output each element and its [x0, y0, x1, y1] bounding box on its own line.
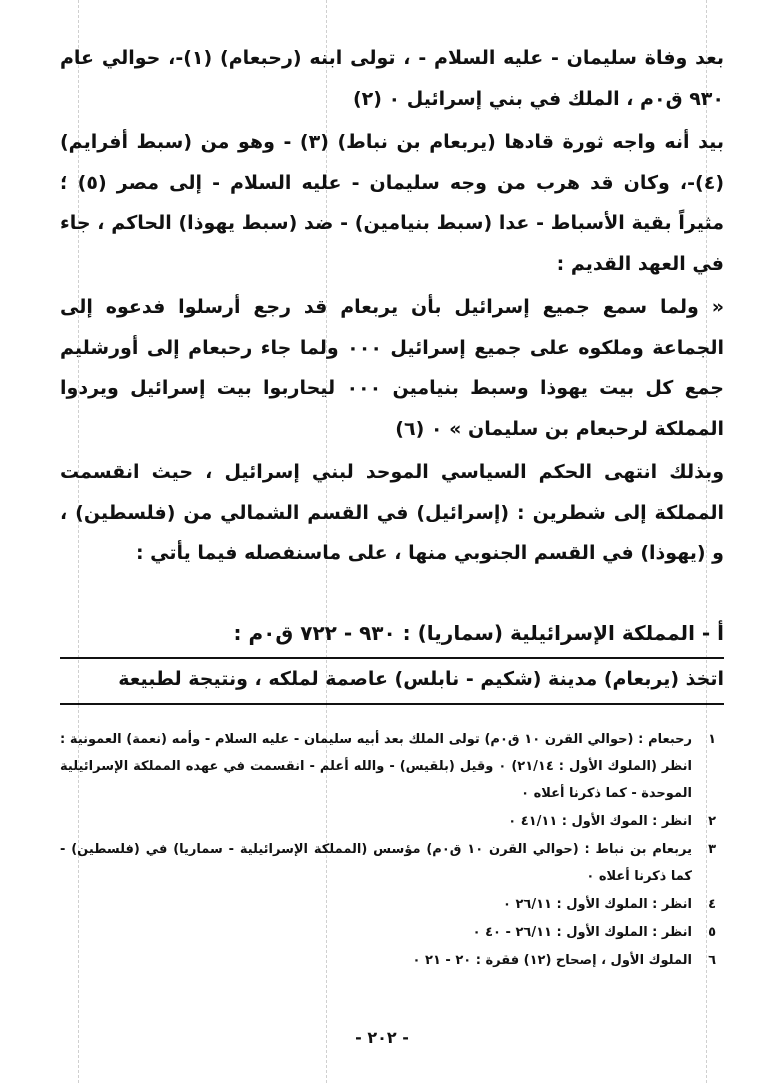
- footnote-number: ٤: [708, 897, 716, 912]
- paragraph-quotation: « ولما سمع جميع إسرائيل بأن يربعام قد رجع أرسلوا فدعوه إلى الجماعة وملكوه على جميع إسرائيل ٠٠٠ ولما جاء رحبعام إلى أورشليم جمع كل بيت يهوذا وسبط بنيامين ٠٠٠ ليحاربوا بيت إسرائيل ويردوا المملكة لرحبعام بن سليمان » ٠ (٦): [60, 296, 724, 440]
- footnote-item: [60, 919, 716, 946]
- footnote-item: [60, 808, 716, 835]
- paragraph: بيد أنه واجه ثورة قادها (يربعام بن نباط) (٣) - وهو من (سبط أفرايم) (٤)-، وكان قد هرب من وجه سليمان - عليه السلام - إلى مصر (٥) ؛ مثيراً بقية الأسباط - عدا (سبط بنيامين) - ضد (سبط يهوذا) الحاكم ، جاء في العهد القديم :: [60, 131, 724, 275]
- footnote-number: ٣: [708, 842, 716, 857]
- footnote-number: ٢: [708, 814, 716, 829]
- footnote-text: يربعام بن نباط : (حوالي القرن ١٠ ق٠م) مؤسس (المملكة الإسرائيلية - سماريا) في (فلسطين) - كما ذكرنا أعلاه ٠: [60, 842, 692, 884]
- footnote-number: ٦: [708, 953, 716, 968]
- footnote-item: [60, 891, 716, 918]
- footnote-text: انظر : الموك الأول : ٤١/١١ ٠: [508, 814, 692, 829]
- footnote-item: [60, 726, 716, 807]
- paragraph: بعد وفاة سليمان - عليه السلام - ، تولى ابنه (رحبعام) (١)-، حوالي عام ٩٣٠ ق٠م ، الملك في بني إسرائيل ٠ (٢): [60, 47, 725, 110]
- footnote-text: رحبعام : (حوالي القرن ١٠ ق٠م) تولى الملك بعد أبيه سليمان - عليه السلام - وأمه (نعمة) العمونية : انظر (الملوك الأول : ٢١/١٤) ٠ وقيل (بلقيس) - والله أعلم - انقسمت في عهده المملكة الإسرائيلية الموحدة - كما ذكرنا أعلاه ٠: [60, 732, 693, 801]
- footnote-text: انظر : الملوك الأول : ٢٦/١١ - ٤٠ ٠: [472, 925, 692, 940]
- footnotes: [60, 726, 716, 975]
- footnote-item: [60, 947, 716, 974]
- body-text: [60, 38, 724, 574]
- paragraph: وبذلك انتهى الحكم السياسي الموحد لبني إسرائيل ، حيث انقسمت المملكة إلى شطرين : (إسرائيل) في القسم الشمالي من (فلسطين) ، و (يهوذا) في القسم الجنوبي منها ، على ماسنفصله فيما يأتي :: [60, 461, 724, 564]
- section-heading: أ - المملكة الإسرائيلية (سماريا) : ٩٣٠ - ٧٢٢ ق٠م :: [60, 613, 724, 659]
- footnote-text: انظر : الملوك الأول : ٢٦/١١ ٠: [502, 897, 692, 912]
- page-number: - ٢٠٢ -: [355, 1028, 409, 1047]
- footnote-text: الملوك الأول ، إصحاح (١٢) فقرة : ٢٠ - ٢١ ٠: [412, 953, 692, 968]
- footnote-number: ٥: [708, 925, 716, 940]
- footnote-item: [60, 836, 716, 890]
- section-first-line: اتخذ (يربعام) مدينة (شكيم - نابلس) عاصمة لملكه ، ونتيجة لطبيعة: [60, 659, 724, 705]
- section: [60, 613, 724, 705]
- footnote-number: ١: [708, 732, 716, 747]
